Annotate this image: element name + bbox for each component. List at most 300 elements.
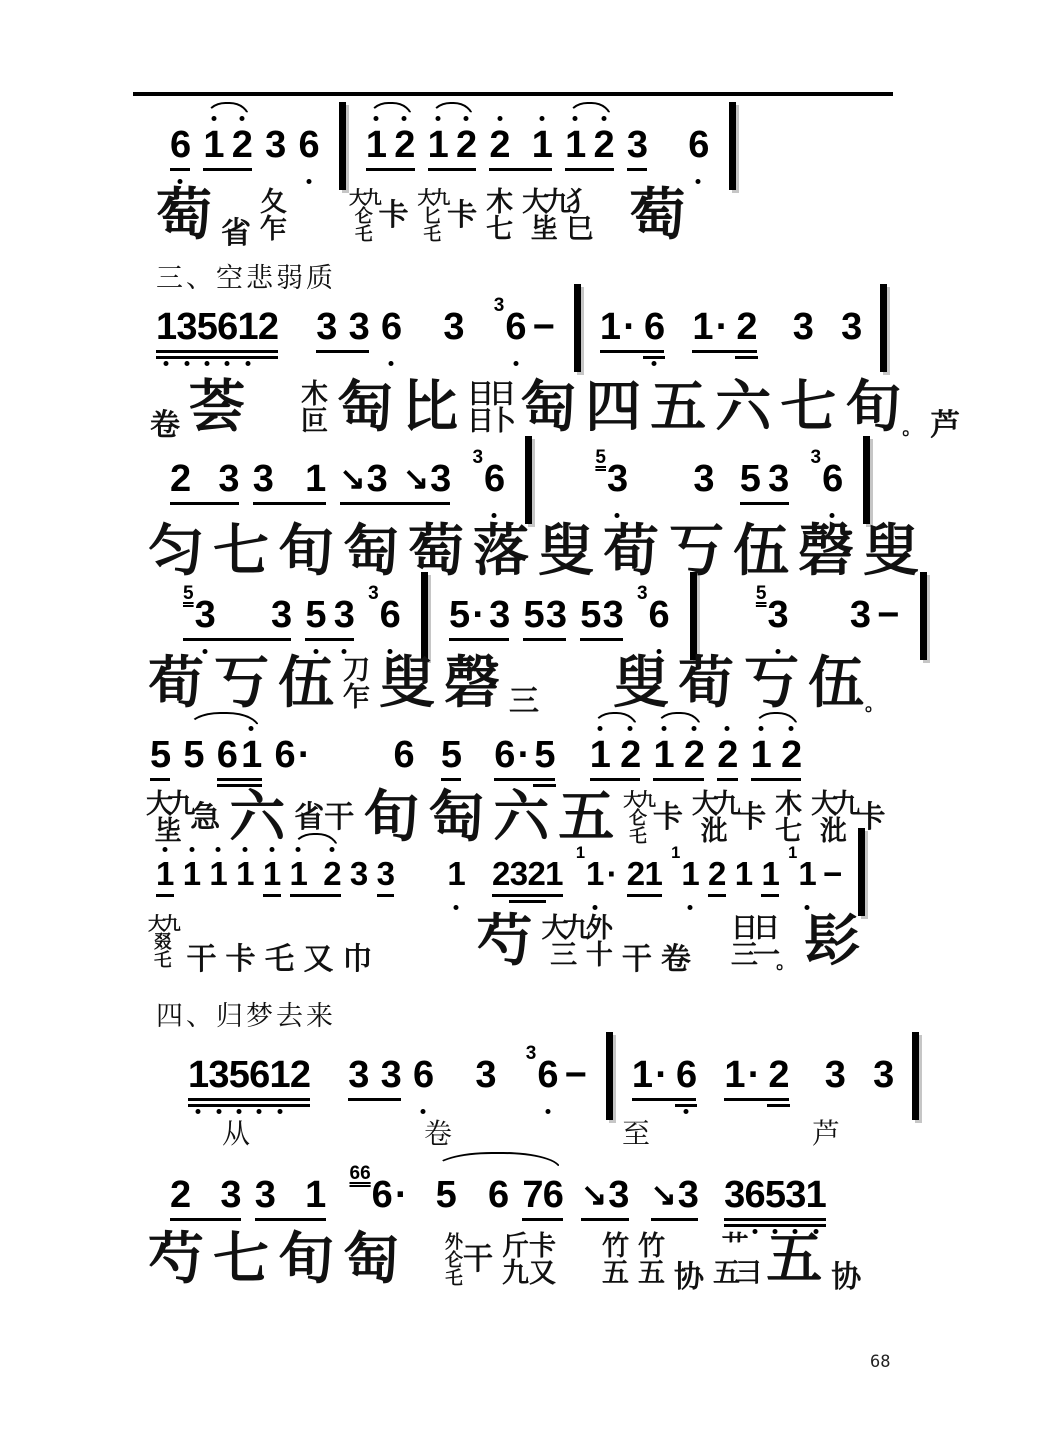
note-digit-wrap [693, 460, 713, 498]
note-digit: 6 [170, 124, 191, 166]
note-digit: 3 [376, 855, 395, 892]
note-group [740, 460, 789, 498]
note-digit: 3 [316, 306, 337, 348]
tablature-glyph [522, 180, 593, 252]
note-digit-wrap [449, 596, 469, 634]
jianpu-note [316, 308, 336, 346]
grace-note: 3 [810, 447, 822, 468]
note-group [600, 308, 664, 346]
note-digit: 1 [236, 855, 254, 892]
jianpu-note [183, 583, 215, 636]
jianpu-note [603, 596, 623, 634]
tab-glyph-column [629, 185, 686, 247]
eighth-beam [489, 168, 552, 171]
tablature-glyph [493, 782, 549, 854]
jianpu-note [323, 857, 341, 890]
note-group [653, 736, 704, 774]
tab-glyph-part: 荀 [603, 521, 659, 583]
jianpu-note [488, 1176, 508, 1214]
tablature-glyph [402, 372, 458, 444]
tablature-glyph [148, 648, 204, 720]
jianpu-note [825, 1056, 845, 1094]
note-digit-wrap [523, 596, 543, 634]
tab-glyph-column [301, 381, 328, 435]
tab-glyph-part: 刀 [343, 655, 370, 685]
jianpu-note [632, 1056, 668, 1094]
tab-glyph-part: 大九 [349, 188, 379, 208]
note-digit: 1 [237, 306, 258, 348]
note-digit: 3 [608, 1174, 629, 1216]
tab-glyph-part: 外 [445, 1232, 463, 1252]
jianpu-note [841, 308, 861, 346]
tab-glyph-column [638, 1233, 665, 1287]
octave-dot-below [225, 361, 230, 366]
jianpu-note [348, 1056, 368, 1094]
note-digit: 5 [183, 734, 204, 776]
tab-glyph-part: 日卜 [467, 406, 512, 436]
jianpu-note [209, 857, 227, 890]
note-digit-wrap [545, 857, 563, 890]
tab-glyph-column [623, 791, 653, 845]
note-group [492, 857, 563, 890]
tab-glyph-column [798, 521, 854, 583]
tablature-glyph [343, 516, 399, 588]
jianpu-note [489, 126, 509, 164]
octave-dot-below [196, 1109, 201, 1114]
barline [339, 102, 346, 190]
tab-glyph-column [418, 189, 448, 243]
note-group [688, 126, 708, 164]
note-digit-wrap [183, 736, 203, 774]
eighth-beam [340, 502, 451, 505]
tab-glyph-part: 卡 [225, 943, 256, 976]
note-group [581, 1176, 628, 1214]
tab-glyph-part: 匋 [520, 377, 577, 439]
note-digit: 6 [484, 458, 505, 500]
tablature-row [148, 516, 919, 588]
jianpu-note [765, 1176, 785, 1214]
note-digit-wrap [527, 857, 545, 890]
eighth-beam [449, 638, 509, 641]
note-digit: 6 [371, 1174, 393, 1216]
note-digit: 5 [523, 594, 544, 636]
barline [729, 102, 736, 190]
jianpu-note [653, 736, 673, 774]
note-digit-wrap [590, 736, 610, 774]
tablature-glyph [692, 782, 766, 854]
tab-glyph-part: 乇 [354, 224, 373, 244]
tablature-glyph [798, 516, 854, 588]
note-digit: 1 [269, 1054, 290, 1096]
note-group [188, 1056, 310, 1094]
tab-glyph-part: 荟 [189, 377, 245, 439]
tablature-glyph [542, 906, 613, 978]
tablature-glyph [189, 372, 245, 444]
duration-dash: − [877, 594, 900, 636]
tab-glyph-part: 坒 [530, 214, 558, 244]
note-digit: 2 [257, 306, 279, 348]
jianpu-note [217, 736, 237, 774]
octave-dot-below [389, 361, 394, 366]
jianpu-note [441, 736, 461, 774]
grace-note: 1 [575, 844, 586, 862]
note-group [349, 1163, 408, 1216]
tab-glyph-column [613, 653, 669, 715]
jianpu-note [692, 308, 728, 346]
phrase-mark: 。 [902, 418, 922, 439]
note-digit: 6 [217, 306, 238, 348]
note-digit-wrap [594, 126, 614, 164]
tablature-glyph [585, 372, 641, 444]
jianpu-note [644, 857, 662, 890]
jianpu-note [534, 736, 554, 774]
tab-gap [602, 216, 620, 217]
note-group [348, 1056, 401, 1094]
note-digit-wrap [381, 308, 401, 346]
eighth-beam [348, 1098, 401, 1101]
note-group [170, 126, 190, 164]
jianpu-note [735, 857, 753, 890]
tab-glyph-part: 荀 [148, 653, 204, 715]
sixteenth-beam [156, 356, 278, 359]
tab-glyph-column [520, 377, 577, 439]
repeat-marker: 至 [622, 1119, 651, 1150]
jianpu-note [590, 736, 610, 774]
grace-note: 3 [636, 583, 648, 604]
note-digit: 5 [228, 1054, 250, 1096]
note-digit-wrap [489, 126, 509, 164]
tab-glyph-column [187, 945, 217, 975]
note-digit: 1 [724, 1054, 745, 1096]
tab-glyph-column [190, 803, 220, 833]
tablature-glyph [804, 906, 860, 978]
note-digit: 1 [653, 734, 674, 776]
tab-glyph-part: 七 [213, 1229, 269, 1291]
tab-glyph-part: 三 [550, 940, 578, 970]
tab-glyph-column [538, 521, 594, 583]
note-digit: 5 [305, 594, 326, 636]
eighth-beam [708, 894, 726, 897]
tab-glyph-column [444, 653, 500, 715]
note-digit-wrap [372, 1176, 392, 1214]
tab-glyph-column [811, 791, 855, 845]
tab-glyph-part: 七 [775, 816, 803, 846]
note-digit-wrap [275, 736, 295, 774]
eighth-beam [441, 778, 461, 781]
tab-glyph-part: 叟 [613, 653, 669, 715]
note-digit-wrap [255, 1176, 275, 1214]
tablature-glyph [265, 903, 295, 981]
note-digit-wrap [717, 736, 737, 774]
note-digit: 2 [626, 855, 645, 892]
tab-glyph-column [674, 1263, 704, 1293]
note-digit: 2 [780, 734, 802, 776]
jianpu-note [527, 857, 545, 890]
note-group [525, 1043, 587, 1096]
augmentation-dot: · [395, 1174, 408, 1216]
note-group [183, 736, 203, 774]
jianpu-note [523, 596, 543, 634]
tab-glyph-part: 大九 [417, 188, 448, 208]
note-group [394, 736, 414, 774]
note-digit: 3 [348, 1054, 369, 1096]
tablature-glyph [486, 180, 513, 252]
jianpu-line [170, 1163, 827, 1216]
tab-glyph-part: 木 [301, 379, 328, 409]
tab-glyph-part: 芍 [148, 1229, 204, 1291]
tab-glyph-part: 萄 [629, 185, 686, 247]
note-group [850, 596, 900, 634]
tab-glyph-part: 旬 [278, 1229, 334, 1291]
note-group [693, 460, 713, 498]
tab-glyph-column [294, 803, 324, 833]
note-digit-wrap [494, 736, 514, 774]
jianpu-note [740, 460, 760, 498]
sixteenth-beam [767, 1104, 789, 1107]
note-digit: 3 [677, 1174, 699, 1216]
note-digit: 2 [456, 124, 477, 166]
grace-note: 3 [493, 295, 505, 316]
tablature-glyph [638, 1224, 665, 1296]
note-group [350, 857, 368, 890]
tablature-row [150, 372, 960, 444]
barline [880, 284, 887, 372]
tab-glyph-part: 大九 [691, 789, 737, 819]
note-group [717, 736, 737, 774]
tab-glyph-column [428, 787, 485, 849]
note-group [447, 857, 465, 890]
tab-glyph-part: 十 [585, 940, 613, 970]
tab-glyph-part: 又 [529, 1258, 556, 1288]
note-digit-wrap [430, 460, 450, 498]
octave-dot-above [497, 116, 502, 121]
tab-glyph-part: 外 [585, 913, 613, 943]
note-digit: 1 [631, 1054, 653, 1096]
note-group [580, 596, 623, 634]
jianpu-note [580, 596, 600, 634]
note-group [565, 126, 614, 164]
tab-glyph-part: 萄 [156, 185, 212, 247]
grace-note: 1 [788, 844, 798, 862]
note-digit: 3 [430, 458, 451, 500]
note-digit-wrap [305, 596, 325, 634]
tab-glyph-part: 坒 [154, 816, 182, 846]
eighth-beam [305, 638, 354, 641]
jianpu-note [575, 844, 618, 892]
tab-glyph-column [221, 219, 251, 249]
jianpu-note [275, 736, 311, 774]
jianpu-note [176, 308, 196, 346]
note-digit: 3 [348, 306, 369, 348]
note-digit-wrap [586, 857, 604, 890]
note-group [236, 857, 254, 890]
eighth-beam [217, 778, 262, 781]
eighth-beam [627, 894, 662, 897]
tab-glyph-column [445, 1233, 463, 1287]
augmentation-dot: · [517, 734, 531, 776]
note-group [522, 1176, 563, 1214]
tablature-glyph [213, 1224, 269, 1296]
eighth-beam [366, 168, 415, 171]
jianpu-note [781, 736, 801, 774]
tab-glyph-part: 六 [493, 787, 550, 849]
tab-glyph-part: 协 [674, 1261, 704, 1294]
note-digit: 3 [792, 306, 814, 348]
note-digit: 3 [220, 1174, 241, 1216]
note-group [183, 857, 201, 890]
tab-glyph-part: 叟 [538, 521, 594, 583]
eighth-beam [170, 502, 239, 505]
note-digit-wrap [537, 1056, 557, 1094]
note-digit-wrap [505, 308, 525, 346]
note-digit-wrap [692, 308, 712, 346]
barline [574, 284, 581, 372]
note-digit-wrap [150, 736, 170, 774]
tab-glyph-part: 七 [213, 521, 269, 583]
tab-gap [548, 684, 604, 685]
note-digit-wrap [316, 308, 336, 346]
octave-dot-above [758, 726, 763, 731]
jianpu-note [492, 857, 510, 890]
tablature-glyph [294, 782, 354, 854]
augmentation-dot: · [715, 306, 729, 348]
note-digit: 1 [692, 306, 713, 348]
eighth-beam [183, 638, 291, 641]
note-digit-wrap [793, 308, 813, 346]
note-digit-wrap [290, 857, 308, 890]
note-digit: 2 [394, 124, 415, 166]
tablature-glyph [213, 648, 269, 720]
note-group [724, 1056, 788, 1094]
note-digit: 1 [209, 855, 228, 892]
tab-glyph-part: 四 [585, 377, 642, 439]
tab-glyph-column [603, 521, 659, 583]
tab-glyph-column [343, 521, 399, 583]
note-digit-wrap [170, 126, 190, 164]
note-group [290, 857, 341, 890]
tab-glyph-column [733, 521, 789, 583]
duration-dash: − [564, 1054, 587, 1096]
tab-glyph-column [566, 189, 593, 243]
note-group [493, 295, 555, 348]
tab-glyph-column [213, 1229, 269, 1291]
note-digit-wrap [217, 308, 237, 346]
note-digit-wrap [232, 126, 252, 164]
augmentation-dot: · [606, 855, 618, 892]
tab-glyph-column [509, 687, 539, 717]
tab-gap [408, 1260, 436, 1261]
note-group [472, 447, 505, 500]
note-group [150, 736, 170, 774]
note-group [488, 1176, 508, 1214]
note-group [489, 126, 552, 164]
tablature-glyph [444, 648, 500, 720]
tab-glyph-part: 大九 [623, 790, 653, 810]
note-digit-wrap [299, 126, 319, 164]
jianpu-note [600, 308, 636, 346]
note-digit-wrap [249, 1056, 269, 1094]
note-digit: 1 [188, 1054, 209, 1096]
note-group [825, 1056, 845, 1094]
tab-glyph-column [148, 521, 204, 583]
tablature-glyph [863, 516, 919, 588]
note-digit-wrap [305, 1176, 325, 1214]
tab-glyph-part: 五 [602, 1258, 629, 1288]
tab-glyph-column [146, 791, 190, 845]
note-digit-wrap [367, 460, 387, 498]
note-digit-wrap [798, 857, 816, 890]
tab-glyph-part: 叵 [301, 406, 328, 436]
duration-dash: − [532, 306, 555, 348]
tab-glyph-part: 髟 [804, 911, 861, 973]
note-digit: 6 [298, 124, 319, 166]
note-digit: 1 [427, 124, 448, 166]
note-group [263, 857, 281, 890]
tablature-glyph [766, 1224, 822, 1296]
tab-glyph-column [650, 377, 707, 439]
tab-glyph-column [226, 945, 256, 975]
note-digit: 1 [565, 124, 586, 166]
note-digit: 6 [675, 1054, 697, 1096]
jianpu-note [472, 447, 505, 500]
grace-note: 3 [368, 583, 379, 604]
octave-dot-above [539, 116, 544, 121]
note-group [255, 1176, 326, 1214]
grace-note: 3 [472, 447, 484, 468]
eighth-beam [600, 350, 664, 353]
tab-glyph-part: 卡 [652, 801, 683, 834]
tab-glyph-part: 旬 [363, 787, 420, 849]
note-digit: 3 [265, 124, 286, 166]
jianpu-note [620, 736, 640, 774]
tab-glyph-column [349, 189, 379, 243]
octave-dot-above [211, 116, 216, 121]
jianpu-note [263, 857, 281, 890]
note-digit-wrap [253, 460, 273, 498]
jianpu-note [684, 736, 704, 774]
tab-glyph-column [213, 521, 269, 583]
jianpu-note [236, 857, 254, 890]
eighth-beam [263, 894, 281, 897]
note-digit: 6 [542, 1174, 564, 1216]
octave-dot-below [696, 179, 701, 184]
note-digit-wrap [740, 460, 760, 498]
note-group [436, 1176, 456, 1214]
note-group [751, 736, 802, 774]
tab-glyph-column [324, 803, 354, 833]
jianpu-note [349, 1163, 408, 1216]
note-digit: 1 [761, 855, 780, 892]
augmentation-dot: · [655, 1054, 668, 1096]
note-digit-wrap [265, 126, 285, 164]
tab-glyph-part: 旬 [845, 377, 902, 439]
eighth-beam [632, 1098, 696, 1101]
note-digit-wrap [600, 308, 620, 346]
tab-glyph-part: 又 [303, 943, 334, 976]
note-digit: 5 [764, 1174, 786, 1216]
tablature-row [148, 906, 860, 978]
tablature-glyph [467, 372, 511, 444]
note-digit: 2 [717, 734, 738, 776]
note-digit: 5 [150, 734, 171, 776]
note-digit-wrap [850, 596, 870, 634]
tab-glyph-part: 乇 [423, 224, 442, 244]
note-digit-wrap [413, 1056, 433, 1094]
note-digit: 3 [349, 855, 368, 892]
note-digit: 6 [249, 1054, 270, 1096]
note-digit-wrap [649, 596, 669, 634]
tab-glyph-column [467, 381, 511, 435]
